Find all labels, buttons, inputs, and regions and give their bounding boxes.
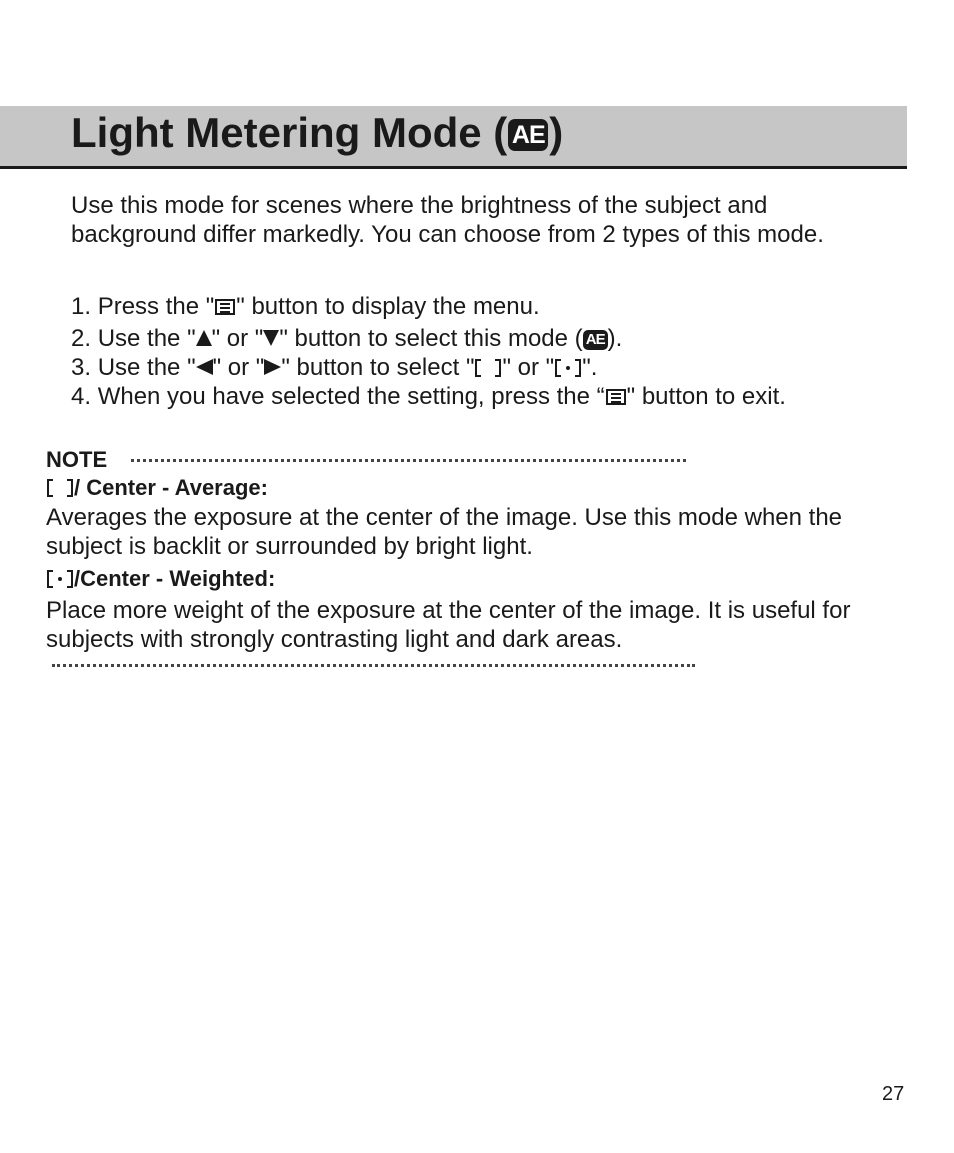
step-text: " or "	[211, 325, 264, 352]
center-weighted-description: Place more weight of the exposure at the center of the image. It is useful for subjects with strongly contrasting light and dark areas.	[46, 597, 851, 653]
up-arrow-icon	[196, 330, 212, 346]
ae-icon: AE	[508, 119, 548, 151]
intro-paragraph: Use this mode for scenes where the brightness of the subject and background differ markedly. You can choose from 2 types of this mode.	[71, 192, 824, 248]
step-text: " or "	[502, 354, 555, 381]
center-weighted-icon	[555, 359, 581, 377]
step-text: " button to exit.	[626, 383, 786, 410]
center-weighted-icon	[47, 570, 73, 588]
step-text: " button to select "	[281, 354, 475, 381]
right-arrow-icon	[264, 359, 281, 375]
step-text: When you have selected the setting, press the “	[97, 383, 605, 410]
note-label: NOTE	[46, 447, 108, 472]
step-text: Press the "	[97, 293, 215, 320]
page-number: 27	[882, 1083, 905, 1105]
center-average-icon	[475, 359, 501, 377]
step-text: Use the "	[97, 354, 196, 381]
down-arrow-icon	[263, 330, 279, 346]
note-divider-top	[131, 459, 686, 462]
step-text: " button to select this mode (	[279, 325, 583, 352]
step-text: " or "	[212, 354, 265, 381]
left-arrow-icon	[196, 359, 213, 375]
title-close: )	[549, 109, 564, 156]
center-average-heading	[46, 474, 268, 502]
center-weighted-heading	[46, 565, 275, 593]
heading-text: /Center - Weighted:	[74, 566, 276, 591]
step-text: " button to display the menu.	[236, 293, 540, 320]
step-text: ".	[582, 354, 598, 381]
step-2	[71, 324, 622, 353]
page-title	[71, 108, 563, 158]
step-text: Use the "	[97, 325, 196, 352]
menu-icon	[215, 299, 235, 315]
step-number: 3.	[71, 354, 92, 381]
center-average-icon	[47, 479, 73, 497]
step-4	[71, 382, 786, 411]
step-text: ).	[607, 325, 623, 352]
heading-text: / Center - Average:	[74, 475, 268, 500]
menu-icon	[606, 389, 626, 405]
step-number: 4.	[71, 383, 92, 410]
step-number: 2.	[71, 325, 92, 352]
center-average-description: Averages the exposure at the center of the image. Use this mode when the subject is backlit or surrounded by bright light.	[46, 504, 843, 560]
ae-icon: AE	[583, 330, 608, 350]
title-text: Light Metering Mode (	[71, 109, 508, 156]
note-divider-bottom	[52, 664, 695, 667]
step-1	[71, 292, 540, 321]
step-number: 1.	[71, 293, 92, 320]
step-3	[71, 353, 597, 382]
